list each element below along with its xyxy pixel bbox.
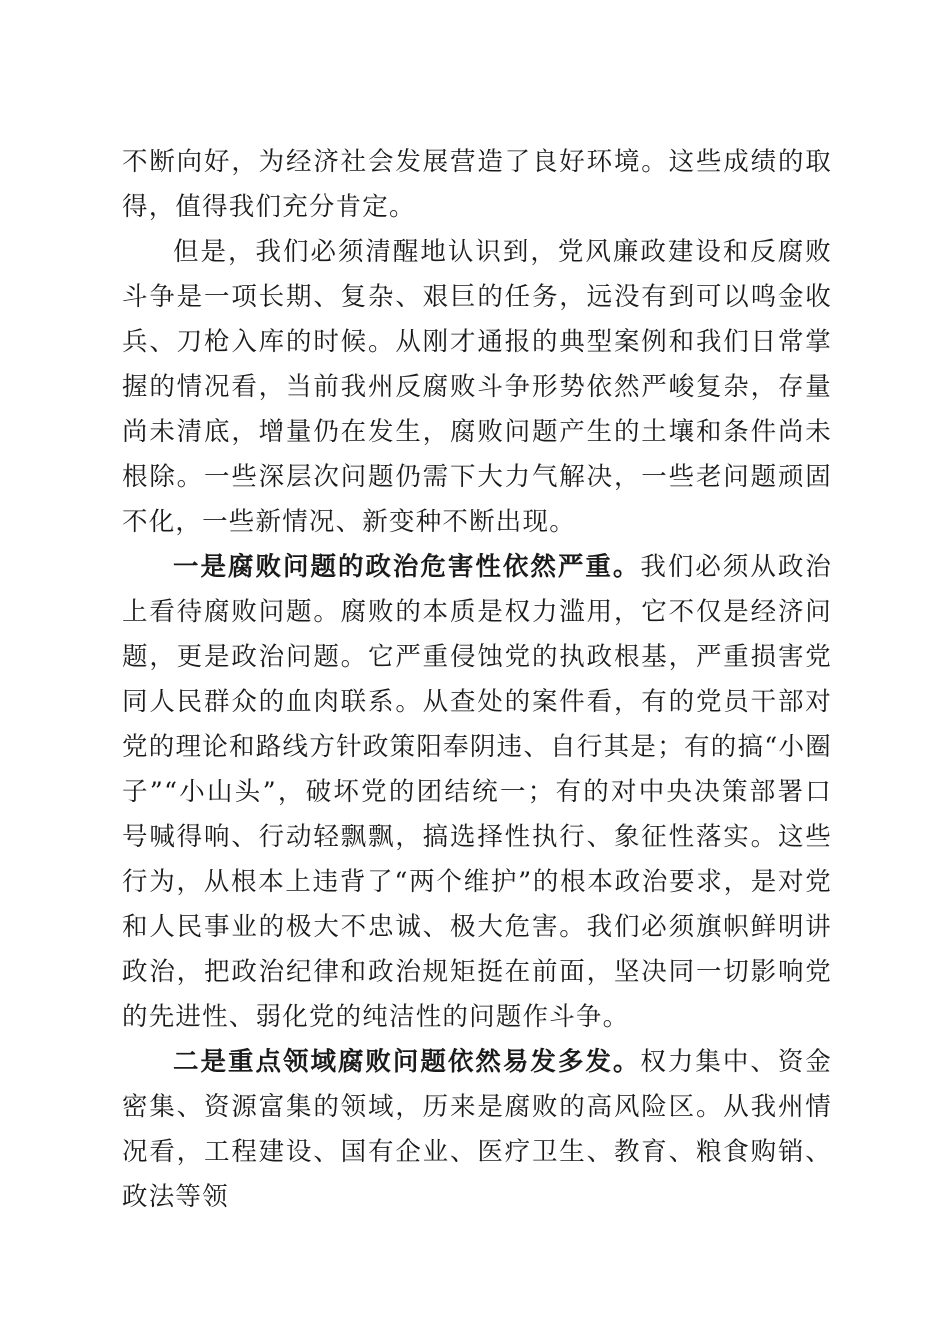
paragraph-3 <box>122 545 832 1040</box>
paragraph-2-text: 但是，我们必须清醒地认识到，党风廉政建设和反腐败斗争是一项长期、复杂、艰巨的任务，远没有到可以鸣金收兵、刀枪入库的时候。从刚才通报的典型案例和我们日常掌握的情况看，当前我州反腐败斗争形势依然严峻复杂，存量尚未清底，增量仍在发生，腐败问题产生的土壤和条件尚未根除。一些深层次问题仍需下大力气解决，一些老问题顽固不化，一些新情况、新变种不断出现。 <box>122 237 832 537</box>
paragraph-4 <box>122 1040 832 1220</box>
paragraph-3-lead: 一是腐败问题的政治危害性依然严重。 <box>173 552 641 582</box>
paragraph-4-lead: 二是重点领域腐败问题依然易发多发。 <box>173 1047 641 1077</box>
paragraph-2 <box>122 230 832 545</box>
paragraph-1-text: 不断向好，为经济社会发展营造了良好环境。这些成绩的取得，值得我们充分肯定。 <box>122 147 832 222</box>
paragraph-4-text: 权力集中、资金密集、资源富集的领域，历来是腐败的高风险区。从我州情况看，工程建设、国有企业、医疗卫生、教育、粮食购销、政法等领 <box>122 1047 833 1212</box>
paragraph-1 <box>122 140 832 230</box>
paragraph-3-text: 我们必须从政治上看待腐败问题。腐败的本质是权力滥用，它不仅是经济问题，更是政治问题。它严重侵蚀党的执政根基，严重损害党同人民群众的血肉联系。从查处的案件看，有的党员干部对党的理论和路线方针政策阳奉阴违、自行其是；有的搞“小圈子”“小山头”，破坏党的团结统一；有的对中央决策部署口号喊得响、行动轻飘飘，搞选择性执行、象征性落实。这些行为，从根本上违背了“两个维护”的根本政治要求，是对党和人民事业的极大不忠诚、极大危害。我们必须旗帜鲜明讲政治，把政治纪律和政治规矩挺在前面，坚决同一切影响党的先进性、弱化党的纯洁性的问题作斗争。 <box>122 552 833 1032</box>
document-body <box>122 140 832 1220</box>
